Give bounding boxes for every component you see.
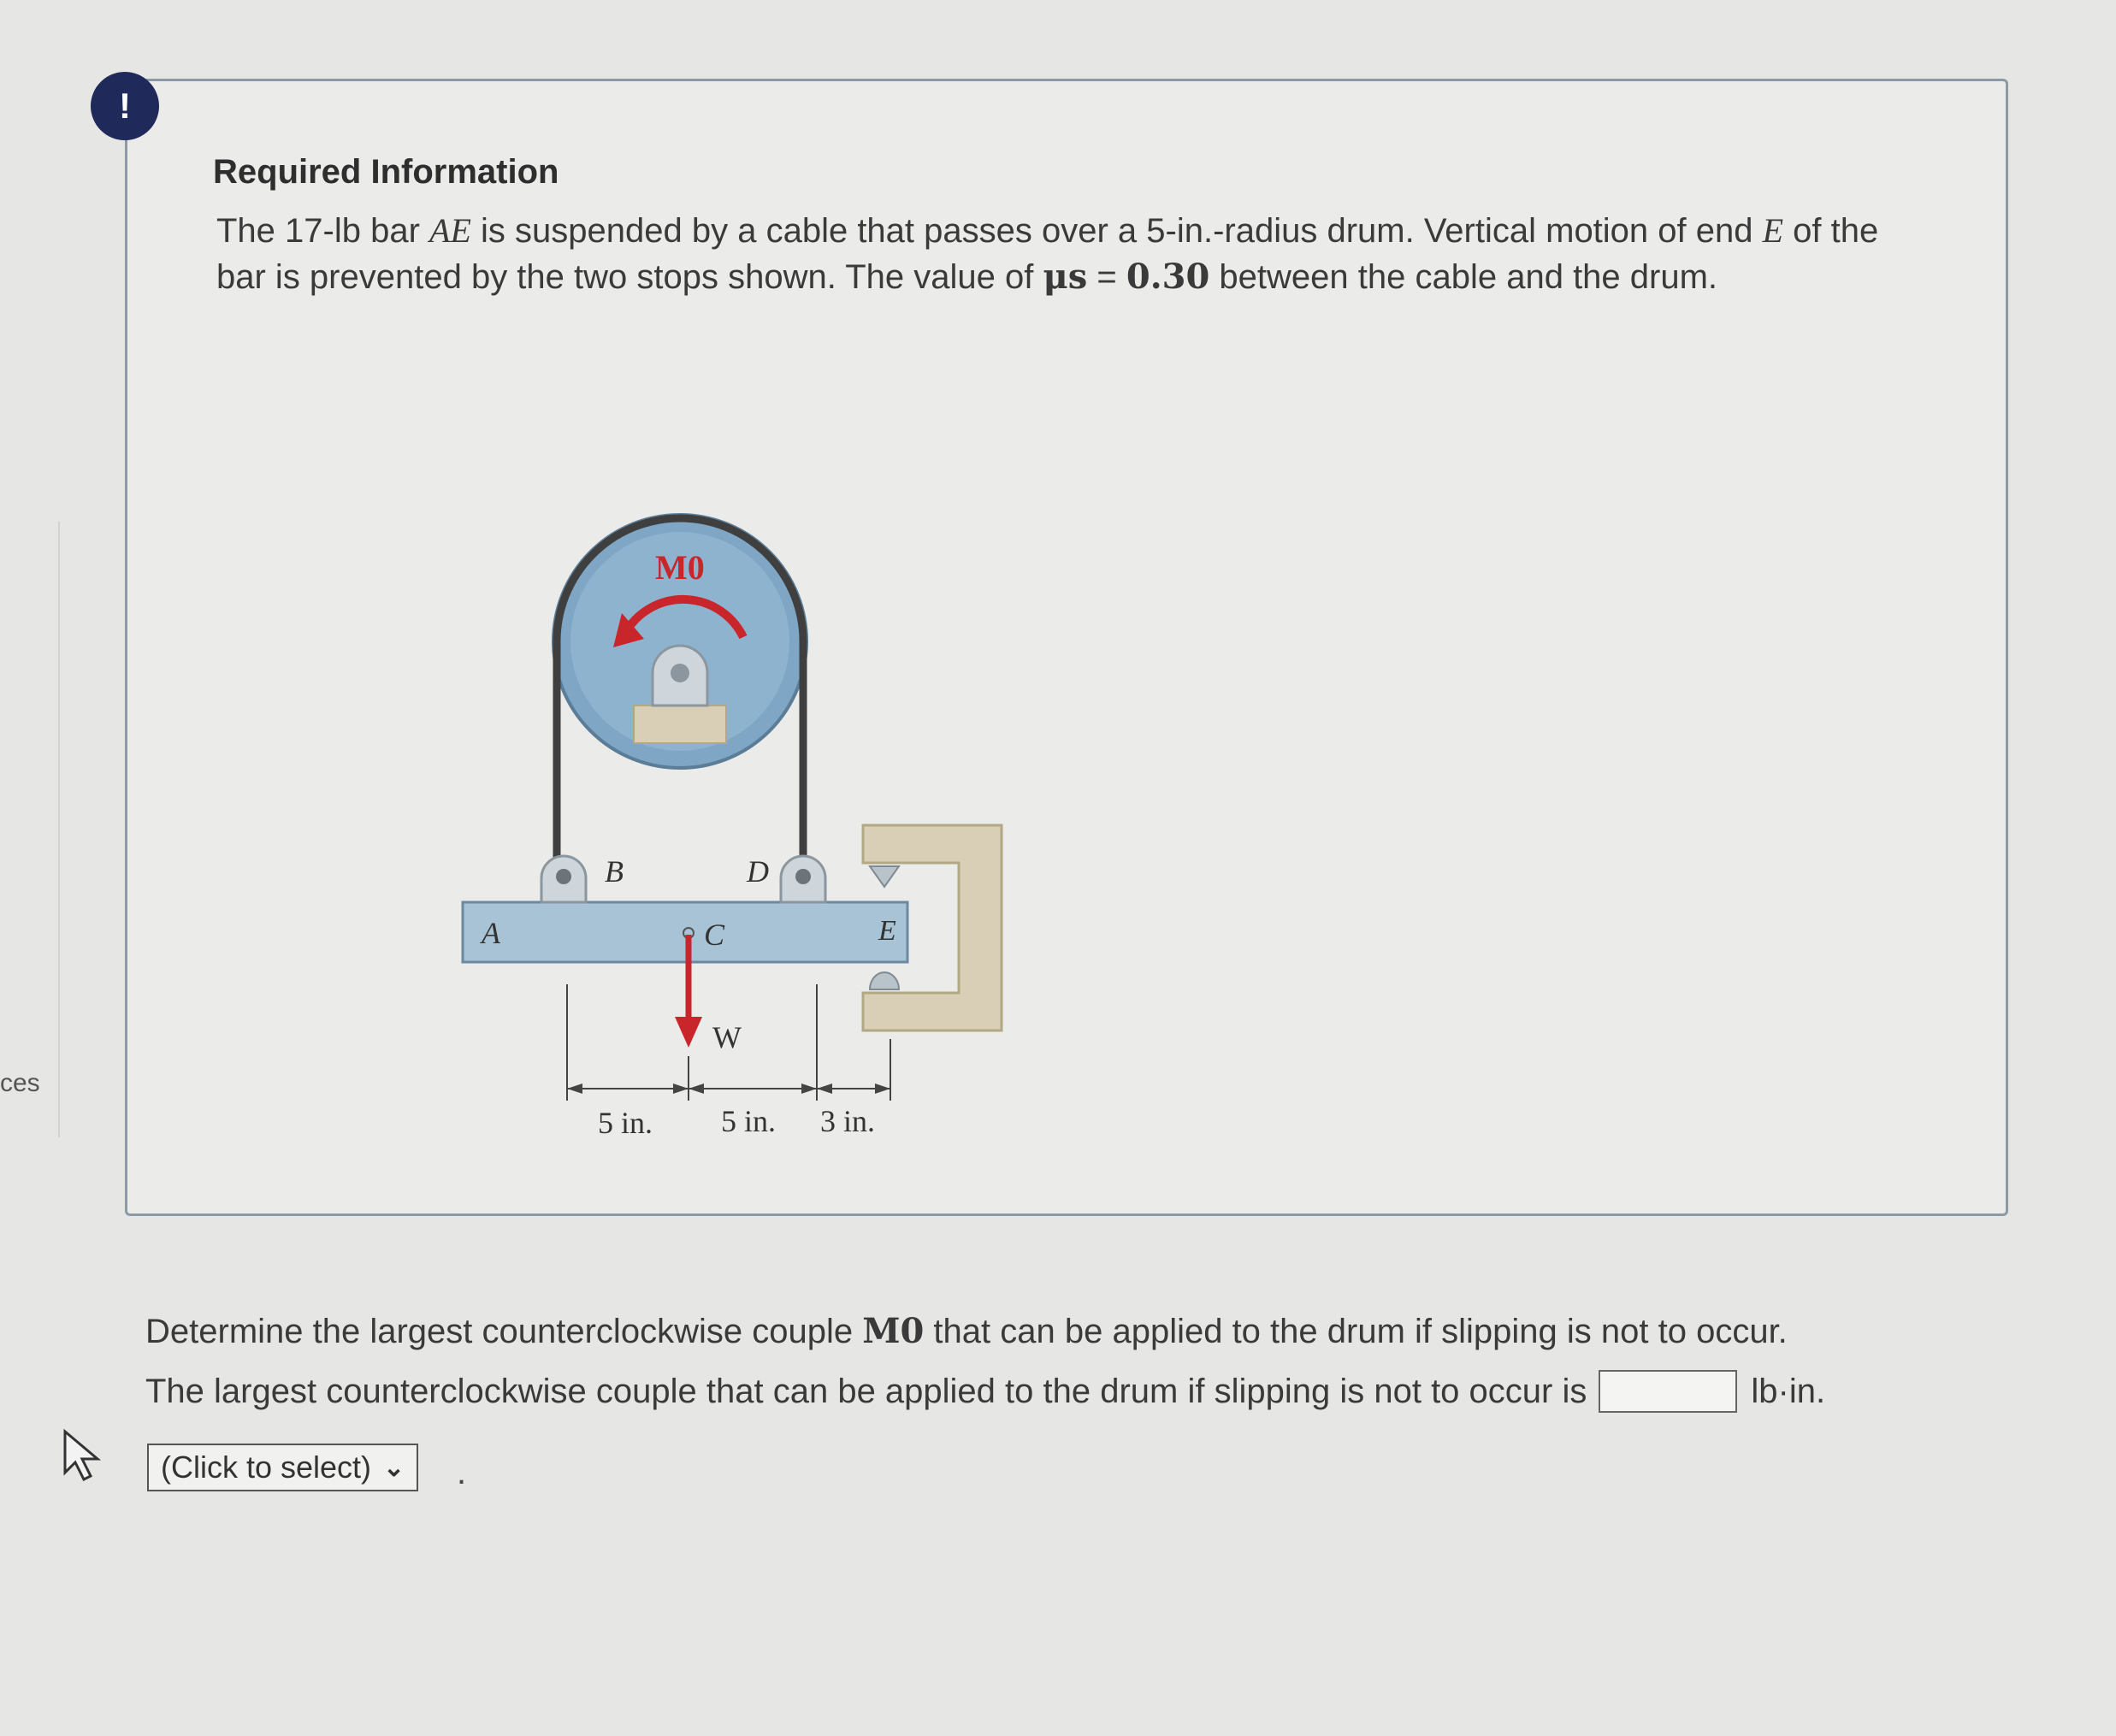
drum-pin — [671, 664, 689, 682]
answer-unit: lb·in. — [1751, 1373, 1826, 1410]
answer-prefix: The largest counterclockwise couple that can be applied to the drum if slipping is not to occur is — [145, 1373, 1587, 1410]
problem-text-4: between the cable and the drum. — [1209, 258, 1718, 296]
question-text-2: that can be applied to the drum if slipping is not to occur. — [924, 1313, 1788, 1350]
dimension-1: 5 in. — [598, 1106, 653, 1140]
dimension-2: 5 in. — [721, 1104, 777, 1138]
alert-icon: ! — [91, 72, 159, 140]
mouse-pointer-icon — [62, 1428, 106, 1483]
answer-select[interactable] — [147, 1444, 418, 1491]
weight-label: W — [712, 1020, 742, 1054]
end-label: E — [1762, 211, 1784, 250]
problem-text-1: The 17-lb bar — [216, 212, 430, 250]
question-symbol: M0 — [862, 1311, 925, 1351]
side-tab-label[interactable]: ces — [0, 1069, 40, 1097]
problem-statement — [216, 208, 1893, 300]
mu-symbol: μs — [1043, 257, 1088, 297]
drum-bar-figure — [326, 449, 1027, 1150]
left-rail — [0, 522, 60, 1137]
chevron-down-icon: ⌄ — [383, 1453, 405, 1482]
problem-text-3: of the bar is prevented by the two stops shown. The value of — [216, 212, 1879, 296]
question-text-1: Determine the largest counterclockwise couple — [145, 1313, 863, 1350]
label-a: A — [482, 916, 500, 950]
label-b: B — [605, 854, 624, 889]
label-c: C — [704, 918, 725, 952]
bar-ae — [463, 902, 907, 962]
mu-value: 0.30 — [1126, 257, 1210, 297]
moment-label: M0 — [655, 548, 705, 587]
required-information-panel — [125, 79, 2008, 1216]
dimension-3: 3 in. — [820, 1104, 876, 1138]
equals-sign: = — [1087, 258, 1126, 296]
bar-label: AE — [429, 211, 471, 250]
label-d: D — [747, 854, 769, 889]
upper-stop — [870, 866, 899, 887]
info-heading: Required Information — [213, 153, 559, 191]
select-label: (Click to select) — [161, 1450, 372, 1485]
label-e: E — [878, 915, 896, 947]
weight-arrowhead — [675, 1017, 702, 1048]
question-text — [145, 1308, 1967, 1355]
answer-line — [145, 1368, 2070, 1414]
answer-input[interactable] — [1599, 1370, 1737, 1413]
drum-bracket — [634, 706, 726, 743]
problem-text-2: is suspended by a cable that passes over a 5-in.-radius drum. Vertical motion of end — [470, 212, 1763, 250]
sentence-period: . — [457, 1454, 467, 1491]
lower-stop — [870, 972, 899, 989]
